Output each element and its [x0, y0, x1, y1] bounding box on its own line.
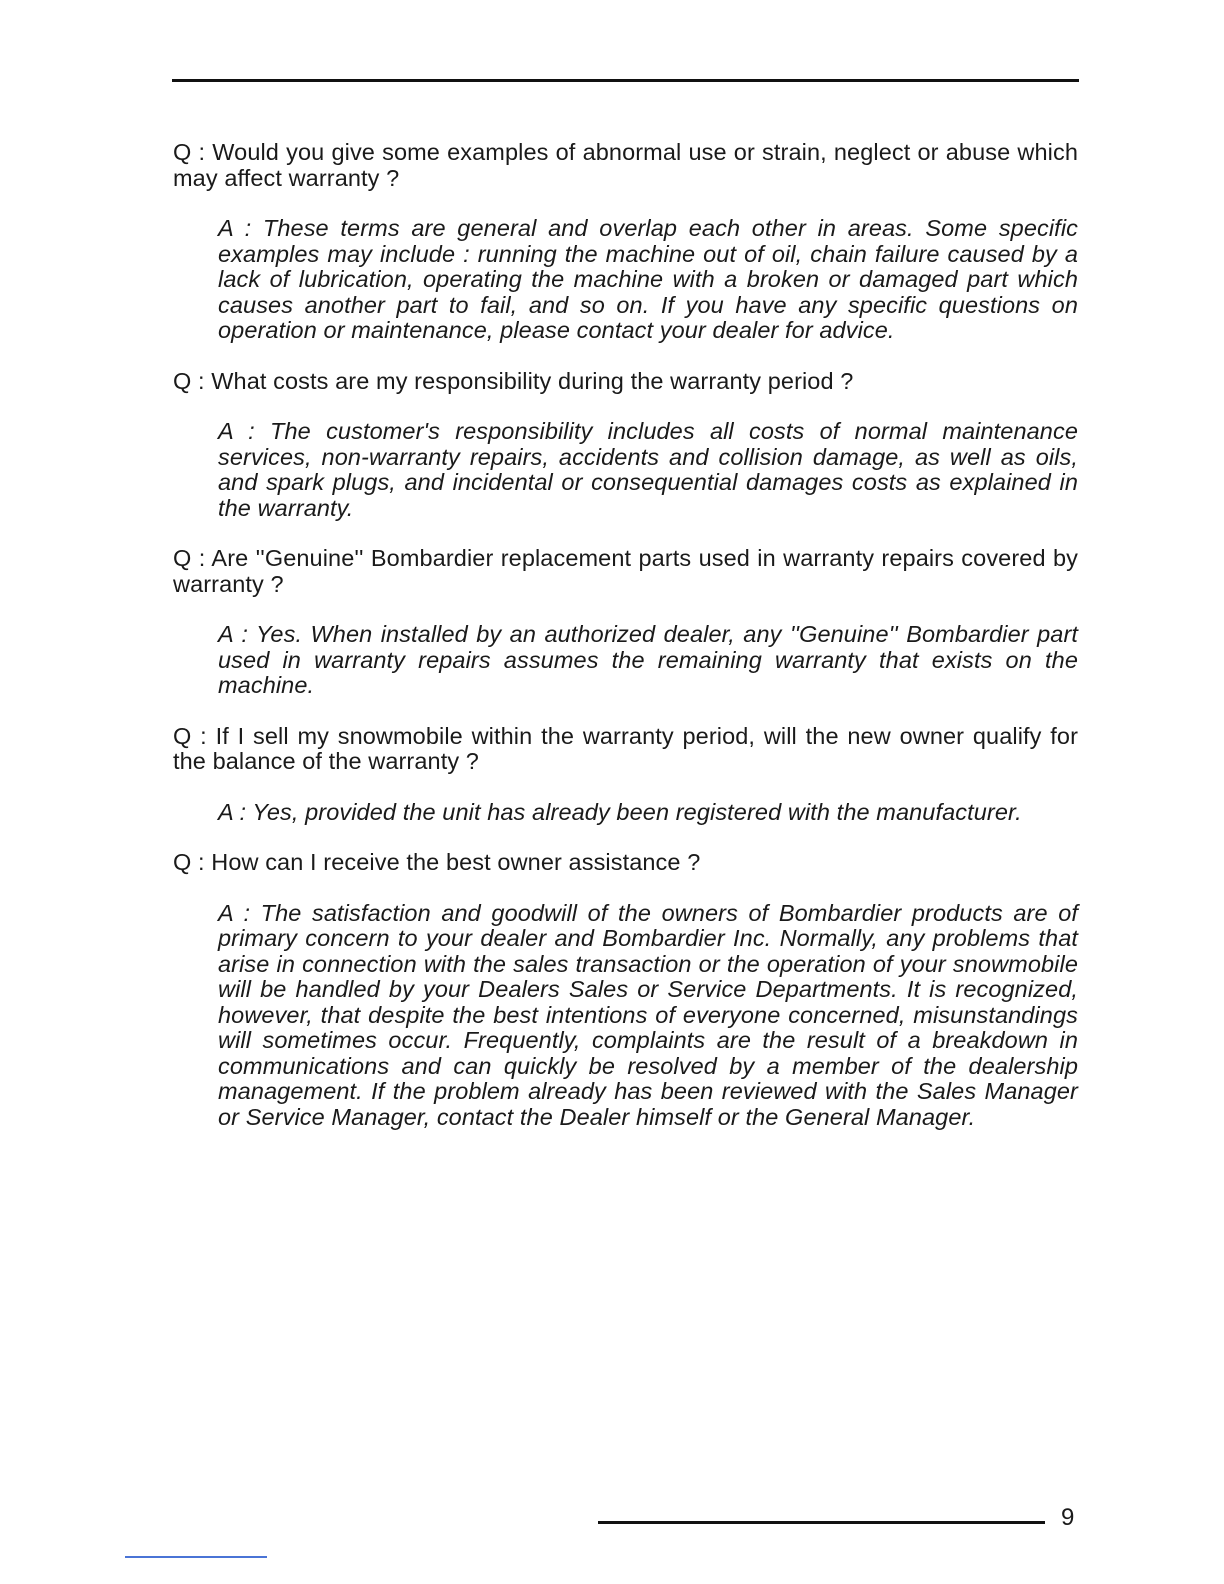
faq-item-4: [173, 724, 1078, 826]
answer-1: A : These terms are general and overlap each other in areas. Some specific examples may include : running the machine out of oil, chain failure caused by a lack of lubrication, operating the machine with a broken or damaged part which causes another part to fail, and so on. If you have any specific questions on operation or maintenance, please contact your dealer for advice.: [218, 215, 1078, 343]
faq-content: [173, 140, 1078, 1130]
question-2: Q : What costs are my responsibility during the warranty period ?: [173, 367, 854, 394]
question-4: Q : If I sell my snowmobile within the warranty period, will the new owner qualify for the balance of the warranty ?: [173, 722, 1078, 774]
faq-item-3: [173, 546, 1078, 699]
footer-rule: [598, 1521, 1045, 1524]
answer-5: A : The satisfaction and goodwill of the owners of Bombardier products are of primary concern to your dealer and Bombardier Inc. Normally, any problems that arise in connection with the sales transaction or the operation of your snowmobile will be handled by your Dealers Sales or Service Departments. It is recognized, however, that despite the best intentions of everyone concerned, misunstandings will sometimes occur. Frequently, complaints are the result of a breakdown in communications and can quickly be resolved by a member of the dealership management. If the problem already has been reviewed with the Sales Manager or Service Manager, contact the Dealer himself or the General Manager.: [218, 899, 1078, 1130]
top-rule: [172, 79, 1079, 82]
question-5: Q : How can I receive the best owner assistance ?: [173, 849, 701, 875]
page-number: 9: [1061, 1504, 1075, 1531]
faq-item-2: [173, 369, 1078, 522]
question-3: Q : Are ''Genuine'' Bombardier replacement parts used in warranty repairs covered by warranty ?: [173, 545, 1078, 597]
scan-edge-mark: [125, 1556, 267, 1558]
answer-2: A : The customer's responsibility includes all costs of normal maintenance services, non-warranty repairs, accidents and collision damage, as well as oils, and spark plugs, and incidental or consequential damages costs as explained in the warranty.: [218, 418, 1078, 521]
faq-item-1: [173, 140, 1078, 344]
answer-4: A : Yes, provided the unit has already been registered with the manufacturer.: [218, 798, 1022, 825]
faq-item-5: [173, 850, 1078, 1130]
answer-3: A : Yes. When installed by an authorized dealer, any ''Genuine'' Bombardier part used in warranty repairs assumes the remaining warranty that exists on the machine.: [218, 621, 1078, 698]
question-1: Q : Would you give some examples of abnormal use or strain, neglect or abuse which may affect warranty ?: [173, 139, 1078, 191]
